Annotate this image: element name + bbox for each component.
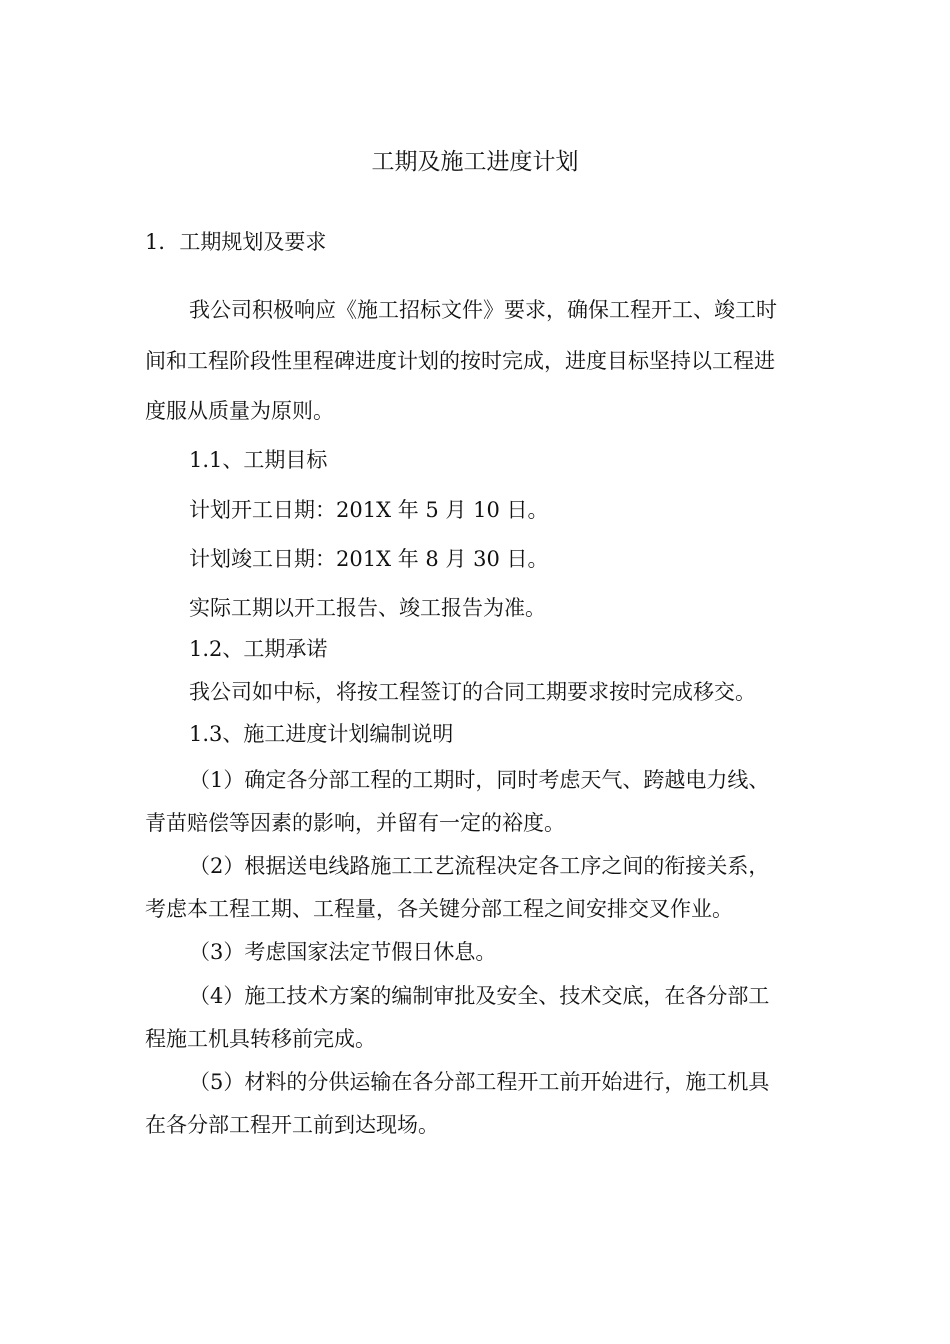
subsection-1-2-heading: 1.2、工期承诺	[189, 637, 328, 661]
commitment-text: 我公司如中标，将按工程签订的合同工期要求按时完成移交。	[189, 680, 756, 704]
intro-paragraph-line-3: 度服从质量为原则。	[145, 399, 334, 423]
intro-paragraph-line-1: 我公司积极响应《施工招标文件》要求，确保工程开工、竣工时	[189, 298, 777, 322]
item-2-line-2: 考虑本工程工期、工程量，各关键分部工程之间安排交叉作业。	[145, 897, 733, 921]
intro-paragraph-line-2: 间和工程阶段性里程碑进度计划的按时完成，进度目标坚持以工程进	[145, 349, 775, 373]
document-title: 工期及施工进度计划	[371, 149, 579, 175]
item-5-line-1: （5）材料的分供运输在各分部工程开工前开始进行，施工机具	[189, 1070, 770, 1094]
item-1-line-1: （1）确定各分部工程的工期时，同时考虑天气、跨越电力线、	[189, 768, 770, 792]
item-2-line-1: （2）根据送电线路施工工艺流程决定各工序之间的衔接关系，	[189, 854, 770, 878]
item-5-line-2: 在各分部工程开工前到达现场。	[145, 1113, 439, 1137]
planned-end-date: 计划竣工日期：201X 年 8 月 30 日。	[189, 547, 549, 571]
item-4-line-2: 程施工机具转移前完成。	[145, 1027, 376, 1051]
item-3-line-1: （3）考虑国家法定节假日休息。	[189, 940, 497, 964]
item-1-line-2: 青苗赔偿等因素的影响，并留有一定的裕度。	[145, 811, 565, 835]
subsection-1-3-heading: 1.3、施工进度计划编制说明	[189, 722, 454, 746]
subsection-1-1-heading: 1.1、工期目标	[189, 448, 328, 472]
section-1-heading: 1．工期规划及要求	[145, 230, 327, 254]
planned-start-date: 计划开工日期：201X 年 5 月 10 日。	[189, 498, 549, 522]
actual-duration-note: 实际工期以开工报告、竣工报告为准。	[189, 596, 546, 620]
item-4-line-1: （4）施工技术方案的编制审批及安全、技术交底，在各分部工	[189, 984, 770, 1008]
